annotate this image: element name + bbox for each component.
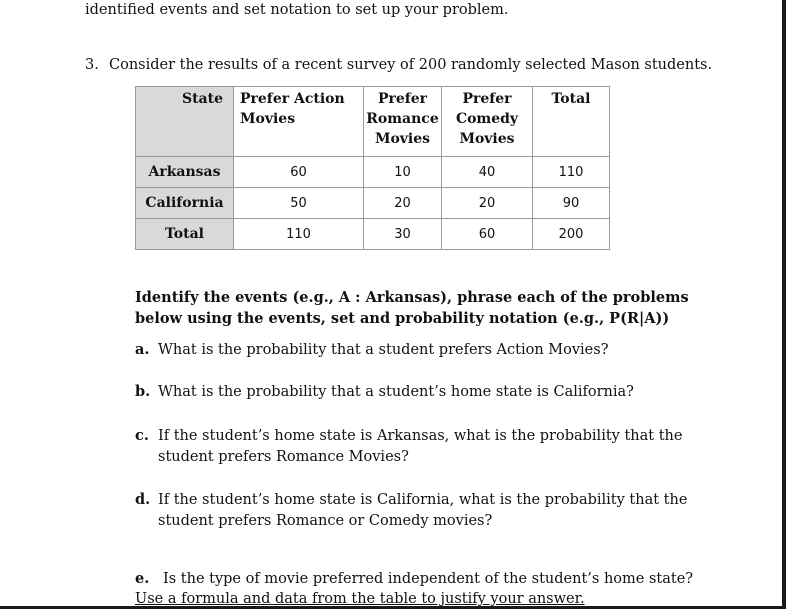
instructions	[135, 287, 689, 329]
header-romance: Prefer Romance Movies	[364, 87, 442, 157]
item-label: a.	[135, 341, 150, 358]
question-number: 3.	[85, 57, 99, 73]
item-label: d.	[135, 491, 151, 508]
item-d	[135, 489, 687, 532]
table-cell: 10	[364, 157, 442, 188]
header-total: Total	[533, 87, 610, 157]
item-text: Is the type of movie preferred independent of the student’s home state?	[163, 571, 694, 587]
item-e	[135, 569, 693, 609]
row-label: Total	[136, 219, 234, 250]
survey-table	[135, 86, 610, 250]
table-row-total	[136, 219, 610, 250]
item-text: If the student’s home state is California, what is the probability that the	[158, 492, 688, 508]
table-cell: 50	[234, 188, 364, 219]
item-a	[135, 339, 608, 361]
item-label: b.	[135, 383, 151, 400]
row-label: Arkansas	[136, 157, 234, 188]
instructions-line-2: below using the events, set and probability notation (e.g., P(R|A))	[135, 310, 670, 327]
table-cell: 110	[533, 157, 610, 188]
item-e-instruction: Use a formula and data from the table to justify your answer.	[135, 591, 585, 607]
table-row-california	[136, 188, 610, 219]
item-text: If the student’s home state is Arkansas, what is the probability that the	[158, 428, 683, 444]
header-state: State	[136, 87, 234, 157]
question-text: Consider the results of a recent survey of 200 randomly selected Mason students.	[109, 57, 713, 73]
item-label: e.	[135, 570, 150, 587]
table-cell: 40	[442, 157, 533, 188]
item-text-cont: student prefers Romance Movies?	[158, 449, 409, 465]
table-cell: 60	[442, 219, 533, 250]
table-cell: 110	[234, 219, 364, 250]
row-label: California	[136, 188, 234, 219]
table-cell: 20	[364, 188, 442, 219]
item-text: What is the probability that a student prefers Action Movies?	[158, 342, 609, 358]
page-edge	[782, 0, 786, 609]
header-comedy: Prefer Comedy Movies	[442, 87, 533, 157]
item-b	[135, 381, 634, 403]
question-3	[85, 57, 712, 73]
item-text: What is the probability that a student’s home state is California?	[158, 384, 634, 400]
header-action: Prefer Action Movies	[234, 87, 364, 157]
item-text-cont: student prefers Romance or Comedy movies?	[158, 513, 493, 529]
intro-text: identified events and set notation to set up your problem.	[85, 2, 509, 18]
instructions-line-1: Identify the events (e.g., A : Arkansas), phrase each of the problems	[135, 289, 689, 306]
table-row-arkansas	[136, 157, 610, 188]
table-cell: 90	[533, 188, 610, 219]
table-header-row	[136, 87, 610, 157]
item-c	[135, 425, 682, 468]
item-label: c.	[135, 427, 149, 444]
table-cell: 200	[533, 219, 610, 250]
table-cell: 30	[364, 219, 442, 250]
table-cell: 60	[234, 157, 364, 188]
table-cell: 20	[442, 188, 533, 219]
